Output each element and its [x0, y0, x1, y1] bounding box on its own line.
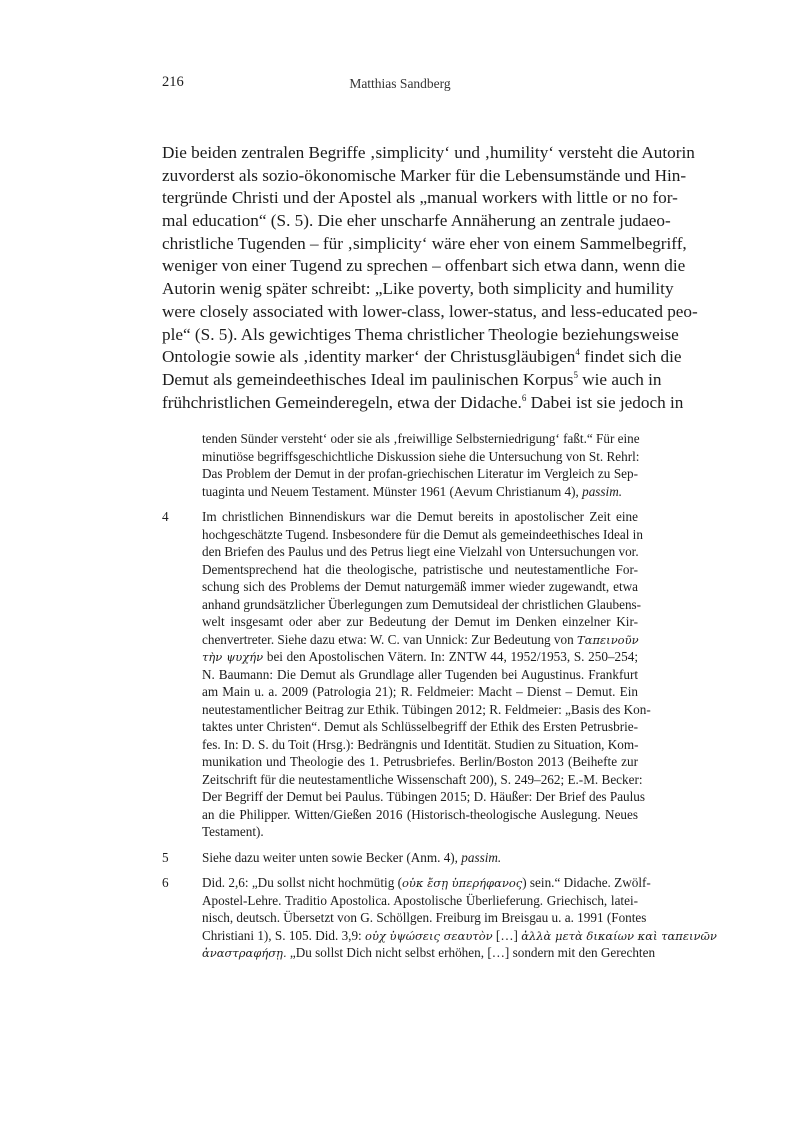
body-line: weniger von einer Tugend zu sprechen – offenbart sich etwa dann, wenn die	[162, 256, 686, 276]
footnote-line: neutestamentlicher Beitrag zur Ethik. Tübingen 2012; R. Feldmeier: „Basis des Kon-	[202, 701, 651, 717]
footnote-line: Dementsprechend hat die theologische, patristische und neutestamentliche For-	[202, 561, 638, 577]
footnote-ref-5[interactable]: 5	[573, 369, 578, 380]
running-head-author: Matthias Sandberg	[349, 76, 451, 91]
footnote-italic: passim.	[582, 483, 623, 499]
body-line: Autorin wenig später schreibt: „Like poverty, both simplicity and humility	[162, 279, 674, 299]
footnote-ref-6[interactable]: 6	[521, 392, 527, 403]
greek-text: οὐκ ἔσῃ ὑπερήφανος	[402, 876, 523, 890]
greek-text: τὴν ψυχήν	[202, 650, 264, 664]
footnote-text: Did. 2,6: „Du sollst nicht hochmütig (	[202, 875, 402, 890]
footnote-number: 4	[162, 509, 169, 524]
footnote-line: N. Baumann: Die Demut als Grundlage aller Tugenden bei Augustinus. Frankfurt	[202, 666, 638, 682]
body-text-span: Ontologie sowie als ‚identity marker‘ der Christusgläubigen	[162, 347, 576, 367]
greek-text: Ταπεινοῦν	[577, 632, 639, 647]
greek-text: ἀλλὰ μετὰ δικαίων καὶ ταπεινῶν	[521, 928, 717, 943]
footnote-line: welt insgesamt oder aber zur Bedeutung der Demut im Denken einzelner Kir-	[202, 614, 638, 629]
footnote-line	[202, 874, 651, 892]
footnote-line	[202, 927, 717, 945]
footnote-text: chenvertreter. Siehe dazu etwa: W. C. van Unnick: Zur Bedeutung von	[202, 631, 578, 647]
body-text-span: Dabei ist sie jedoch in	[526, 392, 684, 412]
footnote-number: 6	[162, 875, 169, 890]
body-text-span: wie auch in	[577, 369, 662, 389]
footnote-text: […]	[492, 927, 522, 943]
footnote-line: nisch, deutsch. Übersetzt von G. Schöllgen. Freiburg im Breisgau u. a. 1991 (Fontes	[202, 910, 647, 925]
footnote-5	[162, 849, 638, 867]
footnote-line: Im christlichen Binnendiskurs war die Demut bereits in apostolischer Zeit eine	[202, 509, 638, 524]
body-text-span: frühchristlichen Gemeinderegeln, etwa der Didache.	[162, 392, 522, 412]
footnotes-section	[162, 430, 717, 962]
footnote-line: Apostel-Lehre. Traditio Apostolica. Apostolische Überlieferung. Griechisch, latei-	[202, 892, 638, 908]
footnote-text: bei den Apostolischen Vätern. In: ZNTW 44, 1952/1953, S. 250–254;	[263, 649, 638, 664]
page-header	[162, 74, 638, 94]
greek-text: οὐχ ὑψώσεις σεαυτὸν	[365, 928, 493, 943]
footnote-line: Zeitschrift für die neutestamentliche Wissenschaft 200), S. 249–262; E.-M. Becker:	[202, 771, 643, 787]
footnote-line: anhand grundsätzlicher Überlegungen zum Demutsideal der christlichen Glaubens-	[202, 596, 642, 612]
footnote-line: Der Begriff der Demut bei Paulus. Tübingen 2015; D. Häußer: Der Brief des Paulus	[202, 789, 646, 804]
body-line	[162, 369, 662, 392]
footnote-line: tenden Sünder versteht‘ oder sie als ‚freiwillige Selbsterniedrigung‘ faßt.“ Für eine	[202, 431, 640, 446]
body-line: mal education“ (S. 5). Die eher unscharfe Annäherung an zentrale judaeo-	[162, 211, 671, 231]
body-line: were closely associated with lower-class, lower-status, and less-educated peo-	[162, 301, 698, 321]
footnote-italic: passim.	[461, 849, 502, 865]
body-line: zuvorderst als sozio-ökonomische Marker für die Lebensumstände und Hin-	[162, 165, 687, 185]
footnote-text: tuaginta und Neuem Testament. Münster 1961 (Aevum Christianum 4),	[202, 483, 583, 499]
body-line	[162, 392, 684, 415]
footnote-text: Siehe dazu weiter unten sowie Becker (Anm. 4),	[202, 849, 462, 865]
footnote-text: ) sein.“ Didache. Zwölf-	[522, 875, 651, 890]
main-body-paragraph	[162, 142, 698, 414]
footnote-line: taktes unter Christen“. Demut als Schlüsselbegriff der Ethik des Ersten Petrusbrie-	[202, 719, 638, 734]
body-line: christliche Tugenden – für ‚simplicity‘ wäre eher von einem Sammelbegriff,	[162, 233, 687, 253]
footnote-line	[202, 849, 638, 867]
footnote-line: den Briefen des Paulus und des Petrus liegt eine Vielzahl von Untersuchungen vor.	[202, 544, 639, 559]
footnote-text: Christiani 1), S. 105. Did. 3,9:	[202, 927, 366, 943]
footnote-line	[202, 631, 638, 649]
footnote-number: 5	[162, 849, 169, 865]
body-text-span: findet sich die	[579, 347, 682, 367]
footnote-continuation	[162, 430, 638, 500]
footnote-line: munikation und Theologie des 1. Petrusbriefes. Berlin/Boston 2013 (Beihefte zur	[202, 754, 638, 769]
footnote-line: schung sich des Problems der Demut naturgemäß immer wieder zugewandt, etwa	[202, 579, 638, 594]
footnote-4	[162, 508, 651, 841]
footnote-line	[202, 944, 656, 962]
footnote-line: hochgeschätzte Tugend. Insbesondere für die Demut als gemeindeethisches Ideal in	[202, 526, 643, 542]
footnote-6	[162, 874, 717, 962]
body-line: tergründe Christi und der Apostel als „manual workers with little or no for-	[162, 188, 678, 208]
footnote-line: Testament).	[202, 824, 264, 839]
footnote-ref-4[interactable]: 4	[575, 347, 580, 358]
body-line	[162, 346, 682, 369]
footnote-line: minutiöse begriffsgeschichtliche Diskussion siehe die Untersuchung von St. Rehrl:	[202, 448, 640, 464]
greek-text: ἀναστραφήσῃ.	[202, 946, 287, 960]
page-number: 216	[162, 74, 184, 90]
footnote-line	[202, 648, 638, 666]
body-line: ple“ (S. 5). Als gewichtiges Thema christlicher Theologie beziehungsweise	[162, 324, 679, 344]
footnote-line: am Main u. a. 2009 (Patrologia 21); R. Feldmeier: Macht – Dienst – Demut. Ein	[202, 684, 638, 699]
footnote-line: Das Problem der Demut in der profan-griechischen Literatur im Vergleich zu Sep-	[202, 466, 638, 481]
body-line: Die beiden zentralen Begriffe ‚simplicity‘ und ‚humility‘ versteht die Autorin	[162, 143, 695, 162]
footnote-line	[202, 483, 638, 501]
footnote-line: an die Philipper. Witten/Gießen 2016 (Historisch-theologische Auslegung. Neues	[202, 806, 638, 822]
footnote-line: fes. In: D. S. du Toit (Hrsg.): Bedrängnis und Identität. Studien zu Situation, Kom-	[202, 736, 639, 752]
body-text-span: Demut als gemeindeethisches Ideal im paulinischen Korpus	[162, 369, 574, 389]
footnote-text: „Du sollst Dich nicht selbst erhöhen, […] sondern mit den Gerechten	[286, 945, 656, 960]
